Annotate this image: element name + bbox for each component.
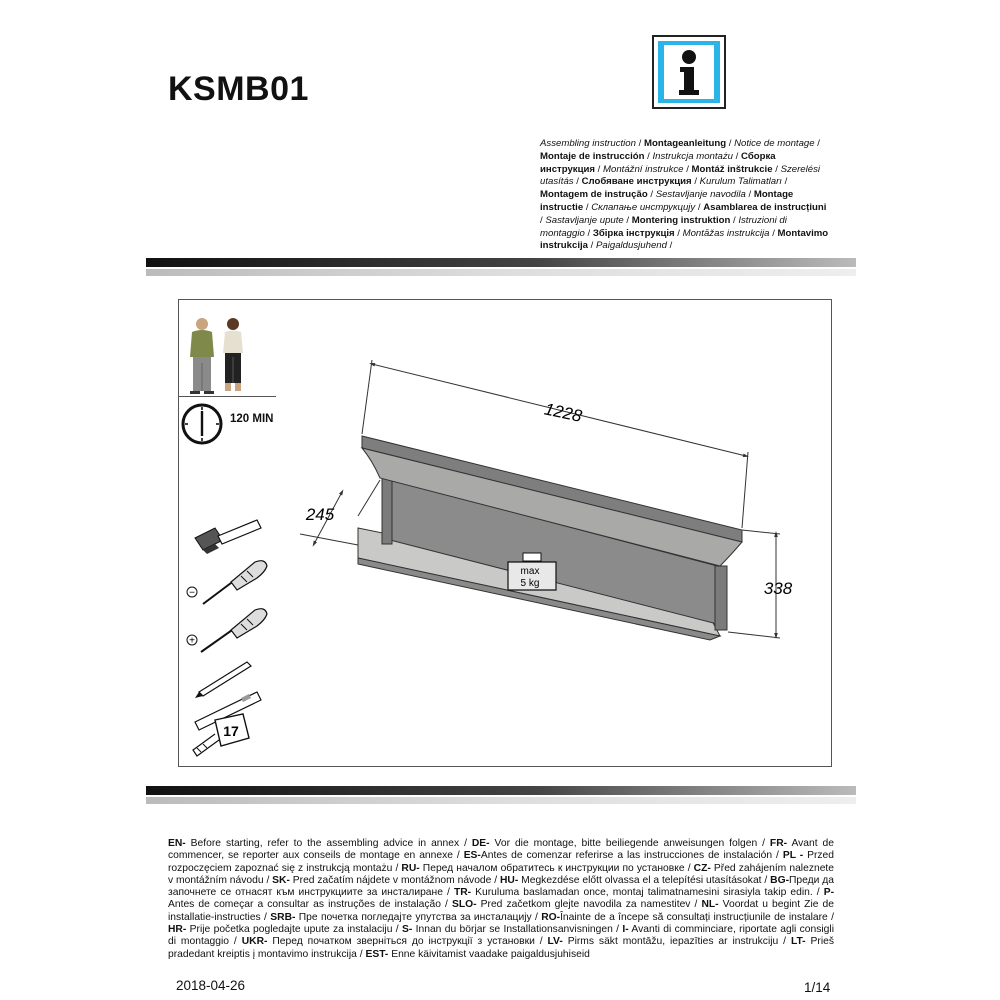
pencil-icon [195, 662, 251, 698]
minus-sign: − [189, 587, 195, 599]
notice-text: Pred začatím nájdete v montážnom návode / [289, 874, 500, 886]
document-date: 2018-04-26 [176, 978, 246, 993]
svg-text:17: 17 [223, 723, 239, 739]
instruction-title: Szerelési utasítás [540, 163, 821, 188]
top-divider-stripe [146, 258, 856, 276]
language-code: DE- [471, 838, 490, 849]
page-number: 1/14 [804, 980, 831, 995]
shelf-body [358, 436, 742, 640]
page-title: KSMB01 [168, 70, 309, 108]
instruction-title: Montage instructie [540, 189, 794, 213]
notice-text: Voordat u begint Zie de installatie-instructies / [168, 899, 834, 923]
notice-text: Before starting, refer to the assembling advice in annex / [185, 838, 472, 849]
shelf-drawing [280, 340, 820, 660]
instruction-title: Montering instruktion [631, 214, 731, 226]
instruction-title: Слобяване инструкция [581, 176, 692, 188]
instruction-title: Paigaldusjuhend [596, 240, 667, 252]
notice-text: Enne käivitamist vaadake paigaldusjuhiseid [388, 948, 590, 960]
language-code: SK- [272, 874, 290, 886]
language-code: S- [402, 924, 413, 936]
instruction-title: Istruzioni di montaggio [540, 214, 787, 239]
instruction-title: Montagem de instrução [540, 189, 648, 201]
language-code: SRB- [270, 911, 296, 923]
max-load-label: max [520, 566, 540, 577]
two-people-icon [185, 315, 255, 395]
instruction-title: Montáž inštrukcie [691, 163, 773, 175]
notice-text: Преди да започнете се отнасят към инструкциите за инсталиране / [168, 874, 834, 899]
bottom-divider-stripe [146, 786, 856, 804]
people-divider [178, 396, 276, 397]
language-code: P- [823, 887, 834, 899]
instruction-title: Kurulum Talimatları [699, 176, 782, 188]
multilingual-notice [168, 838, 834, 961]
instruction-title: Assembling instruction [540, 138, 636, 149]
language-code: FR- [769, 838, 788, 849]
instruction-title: Instrukcja montażu [652, 150, 734, 162]
notice-text: Antes de comenzar referirse a las instrucciones de instalación / [480, 850, 783, 862]
notice-text: Před zahájením naleznete v montážním návodu / [168, 862, 835, 886]
notice-text: Pred začetkom glejte navodila za namestitev / [476, 899, 702, 911]
language-code: RU- [401, 862, 420, 874]
instruction-titles: Assembling instruction / Montageanleitung / Notice de montage / Montaje de instrucción / Instrukcja montażu / Сборка инструкция / Montážní instrukce / Montáž inštrukcie / Szerelési utasítás / Слобяване инструкция / Kurulum Talimatları / Montagem de instrução / Sestavljanje navodila / Montage instructie / Склапање инструкцију / Asamblarea de instrucțiuni / Sastavljanje upute / Montering instruktion / Istruzioni di montaggio / Збірка інструкція / Montāžas instrukcija / Montavimo instrukcija / Paigaldusjuhend / [540, 138, 829, 252]
notice-text: Antes de começar a consultar as instruções de instalação / [168, 899, 452, 911]
width-dimension-label: 1228 [542, 399, 584, 426]
info-icon [652, 35, 726, 109]
max-load-value: 5 kg [520, 578, 540, 589]
instruction-title: Sastavljanje upute [545, 214, 624, 226]
instruction-title: Montavimo instrukcija [540, 227, 829, 252]
language-code: BG- [770, 874, 790, 886]
language-code: LT- [790, 936, 806, 948]
language-code: HR- [168, 924, 187, 936]
woman-figure [223, 318, 243, 391]
language-code: HU- [499, 874, 519, 886]
man-figure [190, 318, 214, 394]
language-code: CZ- [693, 862, 711, 874]
language-code: EST- [365, 948, 389, 960]
instruction-title: Sestavljanje navodila [655, 189, 746, 201]
notice-text: Перед початком звернiться до iнструкцiї з установки / [267, 936, 548, 948]
instruction-title: Склапање инструкцију [591, 201, 696, 213]
height-dimension-label: 338 [763, 579, 793, 598]
language-code: EN- [168, 838, 186, 849]
phillips-screwdriver-icon [187, 609, 267, 652]
plus-sign: + [189, 635, 195, 647]
notice-text: Avant de commencer, se reporter aux conseils de montage en annexe / [168, 838, 834, 862]
language-code: NL- [701, 899, 719, 911]
language-code: RO- [541, 911, 561, 923]
notice-text: Megkezdése előtt olvassa el a telepítési utasításokat / [518, 874, 771, 886]
instruction-title: Montageanleitung [643, 138, 727, 149]
instruction-title: Notice de montage [734, 138, 815, 149]
language-code: LV- [547, 936, 563, 948]
depth-dimension-label: 245 [305, 505, 335, 524]
notice-text: Przed rozpoczęciem zapoznać się z instrukcją montażu / [168, 850, 834, 874]
instruction-title: Montāžas instrukcija [682, 227, 770, 239]
assembly-time: 120 MIN [230, 413, 274, 425]
notice-text: Pirms säkt montāžu, iepazīties ar instrukciju / [562, 936, 791, 948]
instruction-title: Asamblarea de instrucțiuni [703, 201, 827, 213]
notice-text: Пре почетка погледајте упутства за инсталацију / [295, 911, 542, 923]
notice-text: Kuruluma baslamadan once, montaj talimatnamesini sirasiyla takip edin. / [471, 887, 824, 899]
notice-text: Prije početka pogledajte upute za instalaciju / [186, 924, 402, 936]
language-code: UKR- [241, 936, 268, 948]
instruction-title: Сборка инструкция [540, 150, 776, 175]
clock-icon [180, 402, 224, 446]
hammer-icon [195, 520, 261, 554]
notice-text: Перед началом обратитесь к инструкции по установке / [419, 862, 694, 874]
instruction-title: Збірка інструкція [592, 227, 675, 239]
language-code: PL - [782, 850, 804, 862]
notice-text: Înainte de a începe să consultați instrucțiunile de instalare / [560, 911, 834, 923]
notice-text: Vor die montage, bitte beiliegende anweisungen folgen / [489, 838, 770, 849]
instruction-title: Montážní instrukce [603, 163, 684, 175]
instruction-title: Montaje de instrucción [540, 150, 645, 162]
notice-text: Avanti di comminciare, riportate agli consigli di montaggio / [168, 924, 834, 948]
tools-column [185, 518, 275, 763]
language-code: I- [622, 924, 629, 936]
language-code: SLO- [451, 899, 477, 911]
language-code: TR- [453, 887, 472, 899]
notice-text: Innan du börjar se Installationsanvisningen / [412, 924, 623, 936]
language-code: ES- [463, 850, 481, 862]
notice-text: Prieš pradedant kreiptis į montavimo instrukcija / [168, 936, 834, 960]
flat-screwdriver-icon [187, 561, 267, 604]
